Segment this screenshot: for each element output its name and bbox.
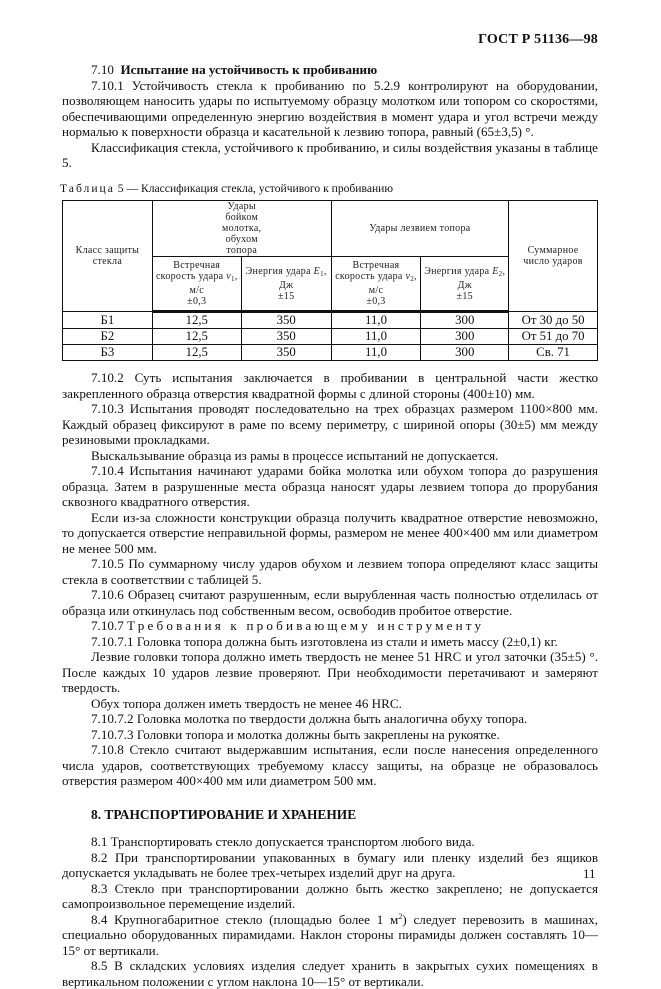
header-v1-line2: скорость удара bbox=[155, 271, 224, 282]
table-caption bbox=[60, 181, 598, 197]
cell-class: Б3 bbox=[63, 345, 153, 361]
document-body bbox=[62, 62, 598, 989]
table-row bbox=[63, 329, 598, 345]
header-v2-unit: м/с bbox=[368, 285, 384, 296]
subsection-title: Требования к пробивающему инструменту bbox=[127, 618, 485, 633]
paragraph-7-10-7-1: 7.10.7.1 Головка топора должна быть изготовлена из стали и иметь массу (2±0,1) кг. bbox=[91, 633, 558, 649]
header-e2: Энергия удара $E_2$, Дж ±15 bbox=[421, 257, 509, 312]
header-e2-unit: Дж bbox=[457, 279, 472, 291]
header-e1-line1: Энергия удара bbox=[245, 265, 311, 277]
section-8-title: 8. ТРАНСПОРТИРОВАНИЕ И ХРАНЕНИЕ bbox=[91, 806, 357, 822]
header-e1-tol: ±15 bbox=[277, 290, 295, 302]
table-row bbox=[63, 312, 598, 329]
paragraph-8-4 bbox=[62, 912, 598, 959]
paragraph-7-10-6: 7.10.6 Образец считают разрушенным, если вырубленная часть полностью отделилась от образца или откинулась под собственным весом, освободив пробитое отверстие. bbox=[62, 587, 598, 618]
classification-table bbox=[62, 200, 598, 361]
paragraph-butt: Обух топора должен иметь твердость не менее 46 HRC. bbox=[91, 695, 402, 711]
paragraph-7-10-7 bbox=[62, 618, 598, 634]
paragraph-8-2: 8.2 При транспортировании упакованных в бумагу или пленку изделий без ящиков допускается укладывать не более трех-четырех изделий друг на друга. bbox=[62, 849, 598, 880]
cell-e1: 350 bbox=[241, 312, 331, 329]
paragraph-8-3: 8.3 Стекло при транспортировании должно быть жестко закреплено; не допускается самопроизвольное перемещение изделий. bbox=[62, 880, 598, 911]
paragraph-7-10-3: 7.10.3 Испытания проводят последовательно на трех образцах размером 1100×800 мм. Каждый образец фиксируют в раме по всему периметру, с шириной опоры (30±5) мм между резиновыми прокладками. bbox=[62, 401, 598, 447]
paragraph-classification: Классификация стекла, устойчивого к пробиванию, и силы воздействия указаны в таблице 5. bbox=[62, 139, 598, 170]
header-v1: Встречная скорость удара $v_1$, м/с ±0,3 bbox=[152, 257, 241, 312]
header-v2-line1: Встречная bbox=[352, 260, 400, 271]
paragraph-7-10-4: 7.10.4 Испытания начинают ударами бойка молотка или обухом топора до разрушения образца. Затем в разрушенные места образца наносят удары лезвием топора до прорубания сквозного квадратного отверстия. bbox=[62, 463, 598, 509]
header-v2-var: v bbox=[405, 271, 411, 282]
paragraph-7-10-1: 7.10.1 Устойчивость стекла к пробиванию по 5.2.9 контролируют на оборудовании, позволяющем наносить удары по испытуемому образцу молотком или топором со скоростями, обеспечивающими определенную энергию воздействия в момент удара и угол встречи между нормалью к поверхности образца и касательной к лезвию топора, равный (65±3,5) °. bbox=[62, 77, 598, 139]
header-v1-var: v bbox=[226, 271, 231, 282]
paragraph-8-4-part2: ) следует перевозить в машинах, специально оборудованных пирамидами. Наклон стороны пирамиды должен составлять 10—15° от вертикали. bbox=[62, 911, 598, 958]
paragraph-8-4-part1: 8.4 Крупногабаритное стекло (площадью более 1 м bbox=[91, 911, 399, 927]
table-caption-label: Таблица bbox=[60, 181, 115, 195]
table-caption-text: — Классификация стекла, устойчивого к пробиванию bbox=[126, 181, 394, 195]
header-e1-var: E bbox=[313, 265, 321, 277]
header-v2: Встречная скорость удара $v_2$, м/с ±0,3 bbox=[331, 257, 421, 312]
cell-class: Б1 bbox=[63, 312, 153, 329]
header-class: Класс защиты стекла bbox=[63, 201, 153, 312]
cell-v2: 11,0 bbox=[331, 312, 421, 329]
table-caption-number: 5 bbox=[117, 181, 124, 195]
header-v1-sub: 1 bbox=[230, 275, 235, 283]
header-v2-line2: скорость удара bbox=[335, 271, 403, 282]
cell-v2: 11,0 bbox=[331, 329, 421, 345]
header-e2-tol: ±15 bbox=[456, 290, 473, 302]
paragraph-complex: Если из-за сложности конструкции образца получить квадратное отверстие невозможно, то допускается отверстие неправильной формы, размером не менее 400×400 мм или диаметром не менее 500 мм. bbox=[62, 509, 598, 556]
header-e2-sub: 2 bbox=[498, 269, 503, 278]
cell-total: От 51 до 70 bbox=[509, 329, 598, 345]
header-v2-sub: 2 bbox=[410, 275, 415, 283]
header-e2-line1: Энергия удара bbox=[424, 265, 490, 277]
cell-total: От 30 до 50 bbox=[509, 312, 598, 329]
paragraph-slip: Выскальзывание образца из рамы в процессе испытаний не допускается. bbox=[91, 447, 499, 463]
cell-v1: 12,5 bbox=[152, 329, 241, 345]
cell-e2: 300 bbox=[421, 312, 509, 329]
cell-total: Св. 71 bbox=[509, 345, 598, 361]
paragraph-7-10-2: 7.10.2 Суть испытания заключается в пробивании в центральной части жестко закрепленного образца отверстия квадратной формы с длиной стороны (400±10) мм. bbox=[62, 370, 598, 401]
section-number: 7.10 bbox=[91, 62, 114, 77]
cell-class: Б2 bbox=[63, 329, 153, 345]
header-e1: Энергия удара $E_1$, Дж ±15 bbox=[241, 257, 331, 312]
header-v1-tol: ±0,3 bbox=[187, 296, 207, 307]
paragraph-8-5: 8.5 В складских условиях изделия следует хранить в закрытых сухих помещениях в вертикальном положении с углом наклона 10—15° от вертикали. bbox=[62, 958, 598, 989]
table-row bbox=[63, 345, 598, 361]
paragraph-blade: Лезвие головки топора должно иметь твердость не менее 51 HRC и угол заточки (35±5) °. После каждых 10 ударов лезвие проверяют. При необходимости перетачивают и замеряют твердость. bbox=[62, 649, 598, 695]
header-e1-unit: Дж bbox=[279, 279, 294, 291]
paragraph-7-10-8: 7.10.8 Стекло считают выдержавшим испытания, если после нанесения определенного числа ударов, соответствующих требуемому классу защиты, на образце не образовалось отверстия размером 400×400 мм или диаметром 500 мм. bbox=[62, 742, 598, 788]
document-header: ГОСТ Р 51136—98 bbox=[478, 32, 598, 47]
cell-e1: 350 bbox=[241, 345, 331, 361]
superscript-2: 2 bbox=[398, 911, 403, 921]
header-hammer-group: Удары бойком молотка, обухом топора bbox=[152, 201, 331, 257]
cell-e2: 300 bbox=[421, 345, 509, 361]
section-title: Испытание на устойчивость к пробиванию bbox=[120, 62, 378, 77]
paragraph-8-1: 8.1 Транспортировать стекло допускается транспортом любого вида. bbox=[91, 834, 475, 849]
header-blade-group: Удары лезвием топора bbox=[331, 201, 508, 257]
cell-v2: 11,0 bbox=[331, 345, 421, 361]
paragraph-7-10-7-2: 7.10.7.2 Головка молотка по твердости должна быть аналогична обуху топора. bbox=[91, 711, 528, 726]
cell-v1: 12,5 bbox=[152, 345, 241, 361]
header-v1-unit: м/с bbox=[189, 285, 204, 296]
header-e2-var: E bbox=[492, 265, 499, 277]
paragraph-7-10-7-3: 7.10.7.3 Головки топора и молотка должны быть закреплены на рукоятке. bbox=[91, 726, 500, 742]
cell-e2: 300 bbox=[421, 329, 509, 345]
section-7-10-title bbox=[62, 62, 598, 78]
cell-e1: 350 bbox=[241, 329, 331, 345]
subsection-number: 7.10.7 bbox=[91, 618, 124, 633]
header-e1-sub: 1 bbox=[320, 269, 324, 278]
header-v2-tol: ±0,3 bbox=[366, 296, 386, 307]
cell-v1: 12,5 bbox=[152, 312, 241, 329]
header-v1-line1: Встречная bbox=[173, 260, 221, 271]
page-number: 11 bbox=[583, 866, 596, 881]
paragraph-7-10-5: 7.10.5 По суммарному числу ударов обухом и лезвием топора определяют класс защиты стекла в соответствии с таблицей 5. bbox=[62, 556, 598, 587]
header-total: Суммарное число ударов bbox=[509, 201, 598, 312]
